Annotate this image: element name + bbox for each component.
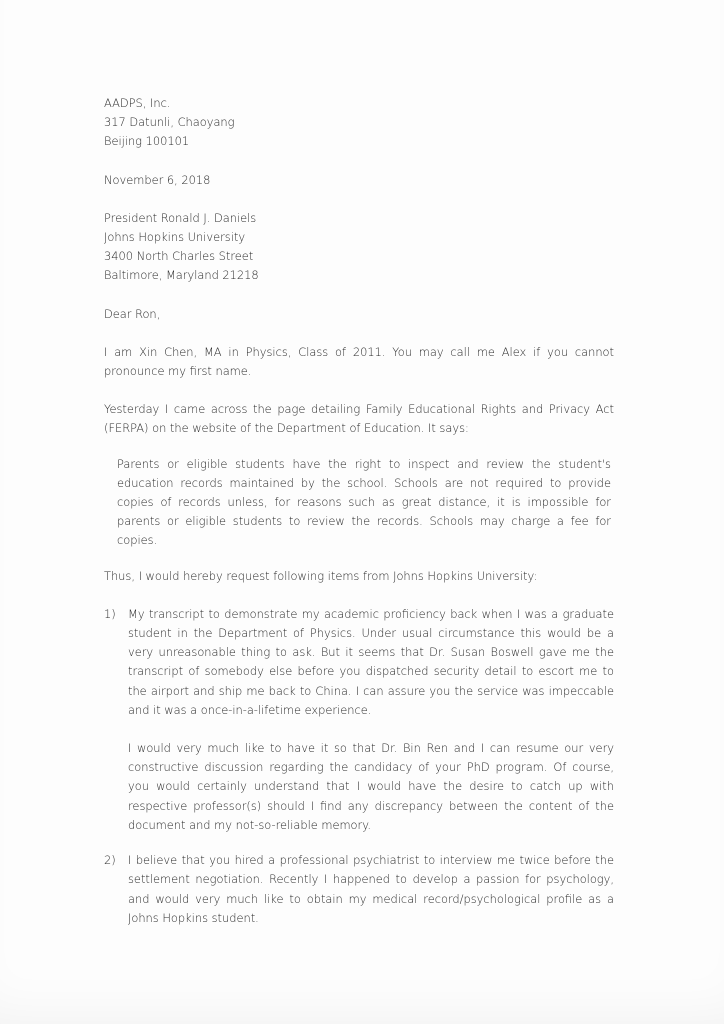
request-item-2-text: I believe that you hired a professional psychiatrist to interview me twice before the settlement negotiation. Recently I happened to develop a passion for psychology, and would very much like to obtain my medical record/psychological profile as a Johns Hopkins student.: [128, 853, 614, 925]
request-item-1-text: My transcript to demonstrate my academic proficiency back when I was a graduate student in the Department of Physics. Under usual circumstance this would be a very unreasonable thing to ask. But it seems that Dr. Susan Boswell gave me the transcript of somebody else before you dispatched security detail to escort me to the airport and ship me back to China. I can assure you the service was impeccable and it was a once-in-a-lifetime experience.: [128, 606, 614, 717]
letter-date-block: [104, 171, 614, 190]
recipient-street: 3400 North Charles Street: [104, 249, 254, 264]
recipient-name: President Ronald J. Daniels: [104, 210, 257, 225]
request-item-1: [104, 605, 614, 835]
salutation-block: [104, 305, 614, 324]
recipient-address: [104, 209, 614, 286]
ferpa-quote: Parents or eligible students have the right to inspect and review the student's education records maintained by the school. Schools are not required to provide copies of records unless, for reasons such as great distance, it is impossible for parents or eligible students to review the records. Schools may charge a fee for copies.: [117, 456, 611, 548]
sender-address-line-1: 317 Datunli, Chaoyang: [104, 115, 235, 130]
ferpa-paragraph: Yesterday I came across the page detailing Family Educational Rights and Privacy Act (FERPA) on the website of the Department of Education. It says:: [104, 402, 614, 436]
recipient-org: Johns Hopkins University: [104, 230, 246, 245]
request-paragraph: Thus, I would hereby request following items from Johns Hopkins University:: [104, 568, 538, 583]
salutation: Dear Ron,: [104, 306, 161, 321]
request-item-1-followup: I would very much like to have it so that Dr. Bin Ren and I can resume our very constructive discussion regarding the candidacy of your PhD program. Of course, you would certainly understand that I would have the desire to catch up with respective professor(s) should I find any discrepancy between the content of the document and my not-so-reliable memory.: [128, 741, 614, 832]
sender-address-line-2: Beijing 100101: [104, 134, 190, 149]
sender-address: [104, 94, 614, 152]
recipient-city: Baltimore, Maryland 21218: [104, 268, 259, 283]
request-item-2: [104, 851, 614, 928]
request-item-2-number: 2): [104, 853, 116, 868]
sender-name: AADPS, Inc.: [104, 96, 171, 110]
intro-paragraph: I am Xin Chen, MA in Physics, Class of 2011. You may call me Alex if you cannot pronounce my first name.: [104, 344, 614, 379]
letter-date: November 6, 2018: [104, 172, 211, 187]
request-item-1-number: 1): [104, 606, 116, 621]
letter-body: [104, 94, 614, 928]
